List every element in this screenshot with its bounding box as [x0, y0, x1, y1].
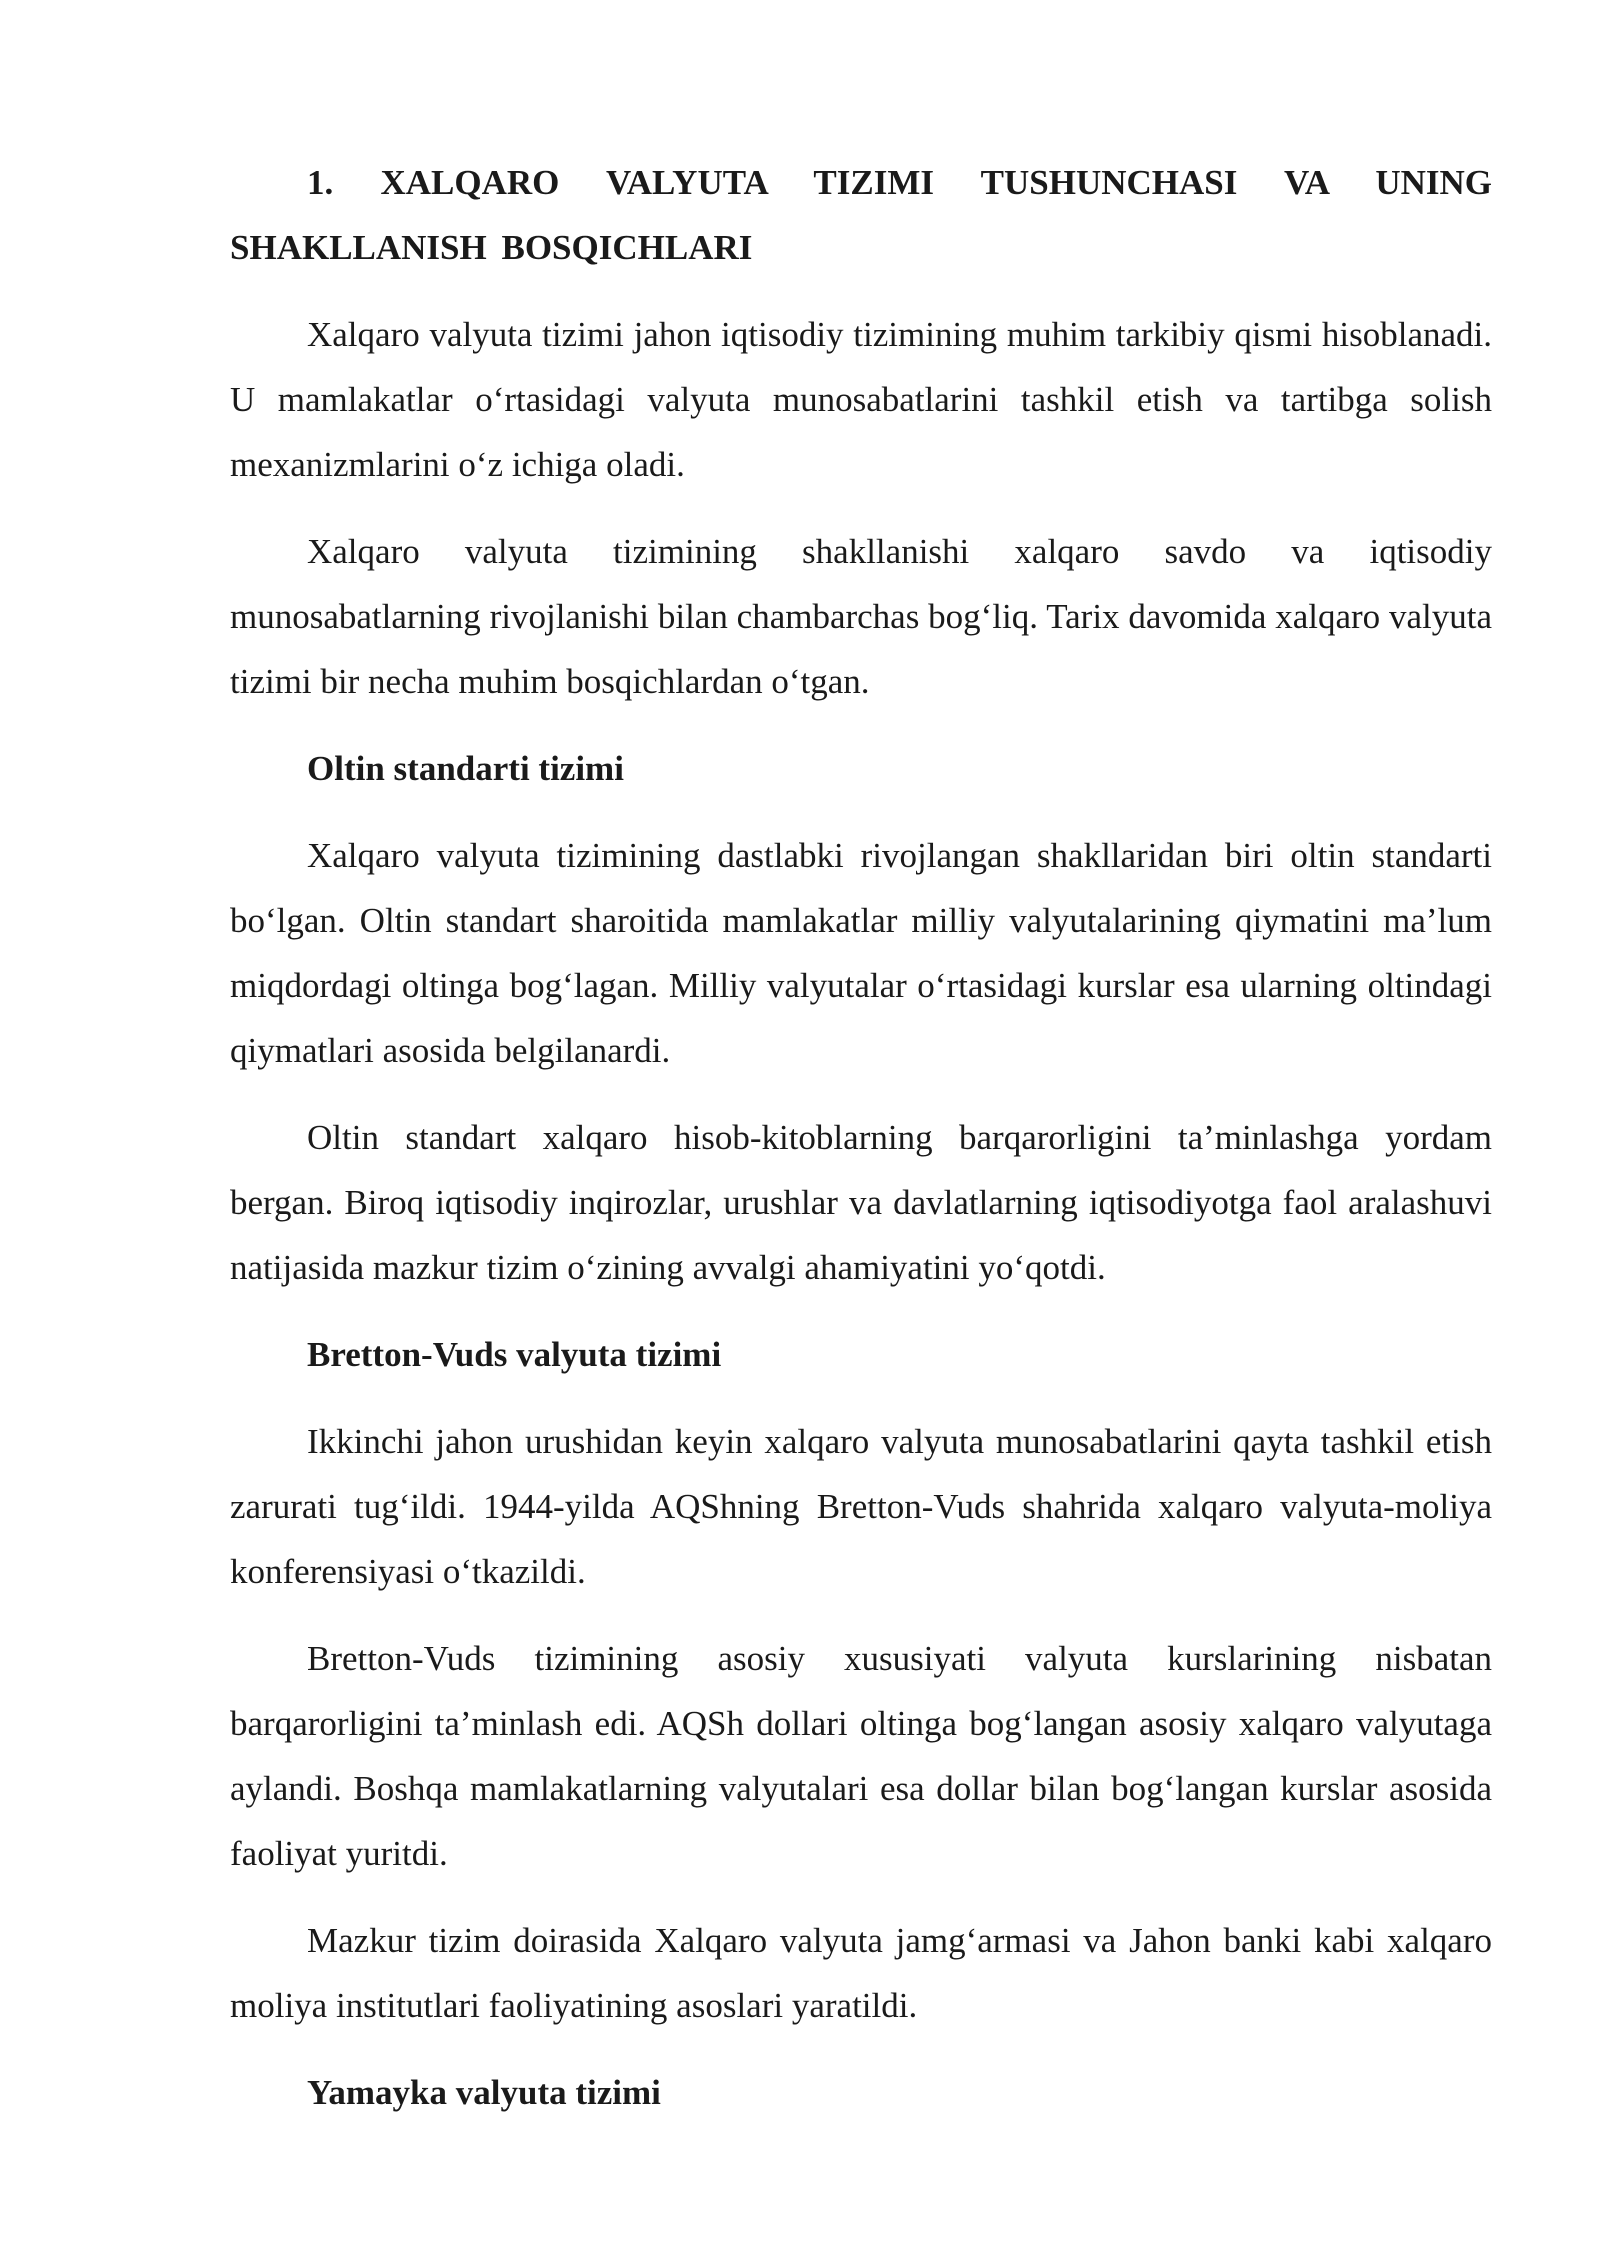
bretton-woods-paragraph-3: Mazkur tizim doirasida Xalqaro valyuta jamg‘armasi va Jahon banki kabi xalqaro moliya institutlari faoliyatining asoslari yaratildi. [230, 1921, 1492, 2025]
document-page [230, 150, 1492, 2147]
gold-standard-paragraph-1: Xalqaro valyuta tizimining dastlabki rivojlangan shakllaridan biri oltin standarti bo‘lgan. Oltin standart sharoitida mamlakatlar milliy valyutalarining qiymatini ma’lum miqdordagi oltinga bog‘lagan. Milliy valyutalar o‘rtasidagi kurslar esa ularning oltindagi qiymatlari asosida belgilanardi. [230, 836, 1492, 1070]
gold-standard-paragraph-2: Oltin standart xalqaro hisob-kitoblarning barqarorligini ta’minlashga yordam bergan. Biroq iqtisodiy inqirozlar, urushlar va davlatlarning iqtisodiyotga faol aralashuvi natijasida mazkur tizim o‘zining avvalgi ahamiyatini yo‘qotdi. [230, 1118, 1492, 1287]
chapter-title: 1. XALQARO VALYUTA TIZIMI TUSHUNCHASI VA UNING SHAKLLANISH BOSQICHLARI [230, 163, 1492, 267]
bretton-woods-paragraph-2: Bretton-Vuds tizimining asosiy xususiyati valyuta kurslarining nisbatan barqarorligini ta’minlash edi. AQSh dollari oltinga bog‘langan asosiy xalqaro valyutaga aylandi. Boshqa mamlakatlarning valyutalari esa dollar bilan bog‘langan kurslar asosida faoliyat yuritdi. [230, 1639, 1492, 1873]
section-heading-jamaica: Yamayka valyuta tizimi [307, 2073, 661, 2112]
bretton-woods-paragraph-1: Ikkinchi jahon urushidan keyin xalqaro valyuta munosabatlarini qayta tashkil etish zarurati tug‘ildi. 1944-yilda AQShning Bretton-Vuds shahrida xalqaro valyuta-moliya konferensiyasi o‘tkazildi. [230, 1422, 1492, 1591]
intro-paragraph-2: Xalqaro valyuta tizimining shakllanishi xalqaro savdo va iqtisodiy munosabatlarning rivojlanishi bilan chambarchas bog‘liq. Tarix davomida xalqaro valyuta tizimi bir necha muhim bosqichlardan o‘tgan. [230, 532, 1492, 701]
intro-paragraph-1: Xalqaro valyuta tizimi jahon iqtisodiy tizimining muhim tarkibiy qismi hisoblanadi. U mamlakatlar o‘rtasidagi valyuta munosabatlarini tashkil etish va tartibga solish mexanizmlarini o‘z ichiga oladi. [230, 315, 1492, 484]
section-heading-bretton-woods: Bretton-Vuds valyuta tizimi [307, 1335, 722, 1374]
section-heading-gold-standard: Oltin standarti tizimi [307, 749, 624, 788]
